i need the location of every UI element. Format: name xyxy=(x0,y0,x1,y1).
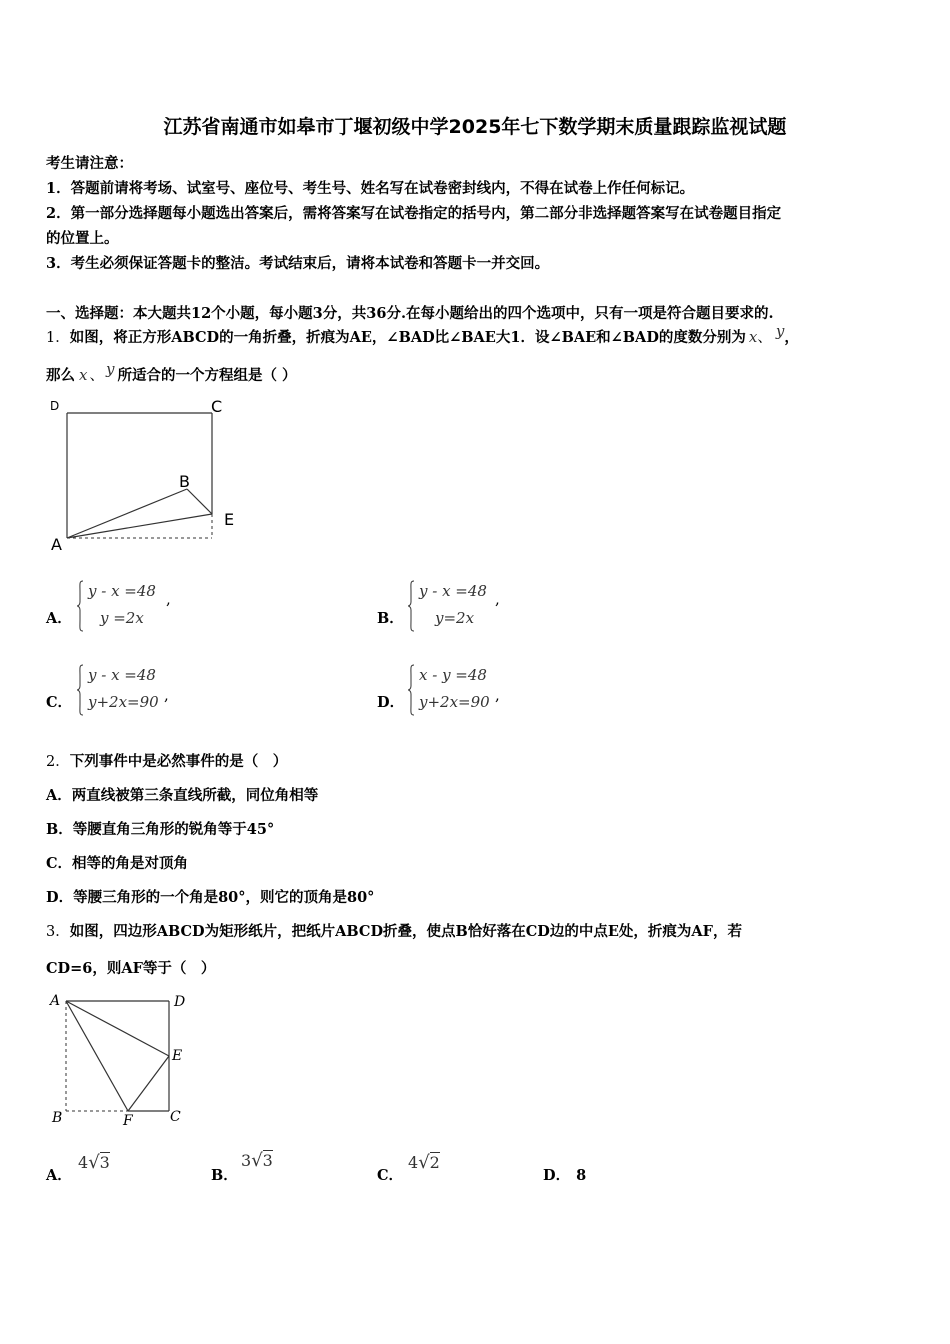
q3-number: 3． xyxy=(46,924,70,940)
q3-option-a-rad: 3 xyxy=(99,1153,110,1172)
q1-option-b-tail: , xyxy=(495,590,500,608)
q2-option-a[interactable] xyxy=(46,784,318,805)
q1-sep: 、 xyxy=(757,330,772,346)
notice-heading: 考生请注意： xyxy=(46,155,133,172)
sqrt-icon: √ xyxy=(251,1150,263,1171)
q3-option-d[interactable] xyxy=(543,1164,586,1185)
q1-text-b-pre: 那么 xyxy=(46,367,75,384)
q1-option-a-eq2: y =2x xyxy=(100,609,144,627)
q2-option-a-text: 两直线被第三条直线所截，同位角相等 xyxy=(71,787,319,804)
section-heading: 一、选择题：本大题共12个小题，每小题3分，共36分.在每小题给出的四个选项中，只有一项是符合题目要求的. xyxy=(46,305,774,322)
brace-icon xyxy=(76,580,84,632)
notice-item-3: 3．考生必须保证答题卡的整洁。考试结束后，请将本试卷和答题卡一并交回。 xyxy=(46,255,550,272)
q1-figure xyxy=(46,396,246,556)
q1-option-a-eq1: y - x =48 xyxy=(88,582,156,600)
q1-option-d-label: D． xyxy=(377,694,405,711)
q3-option-a-coef: 4 xyxy=(78,1153,89,1172)
brace-icon xyxy=(407,580,415,632)
q1-option-d-eq1: x - y =48 xyxy=(419,666,487,684)
q3-label-d: D xyxy=(174,994,186,1010)
q2-option-d-label: D． xyxy=(46,889,74,906)
brace-icon xyxy=(76,664,84,716)
q3-option-b-rad: 3 xyxy=(262,1151,273,1170)
q1-option-c-tail: , xyxy=(164,686,169,704)
q3-label-f: F xyxy=(123,1113,133,1129)
q2-option-d-text: 等腰三角形的一个角是80°，则它的顶角是80° xyxy=(73,889,375,906)
q1-stem-line-2 xyxy=(46,360,297,385)
q3-option-c-label: C． xyxy=(377,1167,404,1184)
q1-var-x-2: x xyxy=(79,366,88,384)
q1-var-y-2: y xyxy=(105,360,115,378)
q1-sep-2: 、 xyxy=(89,368,104,384)
q1-option-b-eq2: y=2x xyxy=(435,609,475,627)
q1-option-c-eq1: y - x =48 xyxy=(88,666,156,684)
q3-option-b-label: B． xyxy=(211,1167,238,1184)
q3-option-b-value[interactable] xyxy=(241,1150,273,1171)
q2-option-d[interactable] xyxy=(46,886,374,907)
q1-text-a: 如图，将正方形ABCD的一角折叠，折痕为AE，∠BAD比∠BAE大1．设∠BAE和∠BAD的度数分别为 xyxy=(69,329,746,346)
q1-label-b: B xyxy=(179,472,190,491)
q1-option-a-label: A． xyxy=(46,610,72,627)
q3-option-c-value[interactable] xyxy=(408,1152,440,1173)
q1-var-x: x xyxy=(748,328,758,346)
brace-icon xyxy=(407,664,415,716)
q3-option-c-rad: 2 xyxy=(429,1153,440,1172)
q1-label-d: D xyxy=(50,399,60,413)
q1-option-c-eq2: y+2x=90 xyxy=(88,693,159,711)
notice-item-1: 1．答题前请将考场、试室号、座位号、考生号、姓名写在试卷密封线内，不得在试卷上作任何标记。 xyxy=(46,180,695,197)
q1-comma: ， xyxy=(784,329,799,346)
q3-stem-line-1 xyxy=(46,920,742,941)
q1-label-e: E xyxy=(224,510,235,529)
q3-option-d-value: 8 xyxy=(576,1167,587,1184)
q1-option-a-tail: , xyxy=(166,590,171,608)
q2-option-c-label: C． xyxy=(46,855,73,872)
q3-option-a-value[interactable] xyxy=(78,1152,110,1173)
q1-option-c-label: C． xyxy=(46,694,73,711)
q1-option-b-eq1: y - x =48 xyxy=(419,582,487,600)
q1-edge-ab xyxy=(67,489,187,538)
q1-label-a: A xyxy=(51,535,62,554)
q3-label-a: A xyxy=(50,993,61,1009)
q2-stem xyxy=(46,750,287,771)
q2-option-c-text: 相等的角是对顶角 xyxy=(72,855,189,872)
q1-option-d-system[interactable] xyxy=(407,664,517,720)
q3-text-a: 如图，四边形ABCD为矩形纸片，把纸片ABCD折叠，使点B恰好落在CD边的中点E处，折痕为AF，若 xyxy=(69,923,742,940)
q1-option-a-system[interactable] xyxy=(76,580,186,636)
q1-option-c-system[interactable] xyxy=(76,664,186,720)
q2-option-b-label: B． xyxy=(46,821,73,838)
notice-item-2: 2．第一部分选择题每小题选出答案后，需将答案写在试卷指定的括号内，第二部分非选择题答案写在试卷题目指定 xyxy=(46,205,782,222)
q1-option-d-tail: , xyxy=(495,686,500,704)
q1-option-b-label: B． xyxy=(377,610,404,627)
q3-option-d-label: D． xyxy=(543,1167,571,1184)
q2-option-c[interactable] xyxy=(46,852,188,873)
q3-option-b-coef: 3 xyxy=(241,1151,252,1170)
q1-text-b-post: 所适合的一个方程组是（ ） xyxy=(117,367,297,384)
q3-label-c: C xyxy=(170,1109,181,1125)
q1-stem-line-1 xyxy=(46,322,799,347)
sqrt-icon: √ xyxy=(418,1152,430,1173)
q2-option-b-text: 等腰直角三角形的锐角等于45° xyxy=(72,821,275,838)
q1-label-c: C xyxy=(211,397,223,416)
q3-figure xyxy=(46,990,206,1130)
q1-var-y: y xyxy=(775,322,785,340)
q2-number: 2． xyxy=(46,754,70,770)
q2-text: 下列事件中是必然事件的是（ ） xyxy=(69,753,288,770)
page-title: 江苏省南通市如皋市丁堰初级中学2025年七下数学期末质量跟踪监视试题 xyxy=(163,116,787,138)
q1-option-b-system[interactable] xyxy=(407,580,517,636)
q1-edge-be xyxy=(187,489,212,514)
q1-edge-ae xyxy=(67,514,212,538)
q1-figure-svg xyxy=(46,396,246,556)
notice-item-2-cont: 的位置上。 xyxy=(46,230,119,247)
q3-edge-fe xyxy=(128,1056,169,1111)
q3-stem-line-2: CD=6，则AF等于（ ） xyxy=(46,960,216,977)
q3-label-e: E xyxy=(172,1048,183,1064)
sqrt-icon: √ xyxy=(88,1152,100,1173)
q2-option-a-label: A． xyxy=(46,787,72,804)
q1-option-d-eq2: y+2x=90 xyxy=(419,693,490,711)
q3-option-c-coef: 4 xyxy=(408,1153,419,1172)
q2-option-b[interactable] xyxy=(46,818,274,839)
q3-label-b: B xyxy=(52,1110,63,1126)
q3-option-a-label: A． xyxy=(46,1167,72,1184)
q1-number: 1． xyxy=(46,330,70,346)
